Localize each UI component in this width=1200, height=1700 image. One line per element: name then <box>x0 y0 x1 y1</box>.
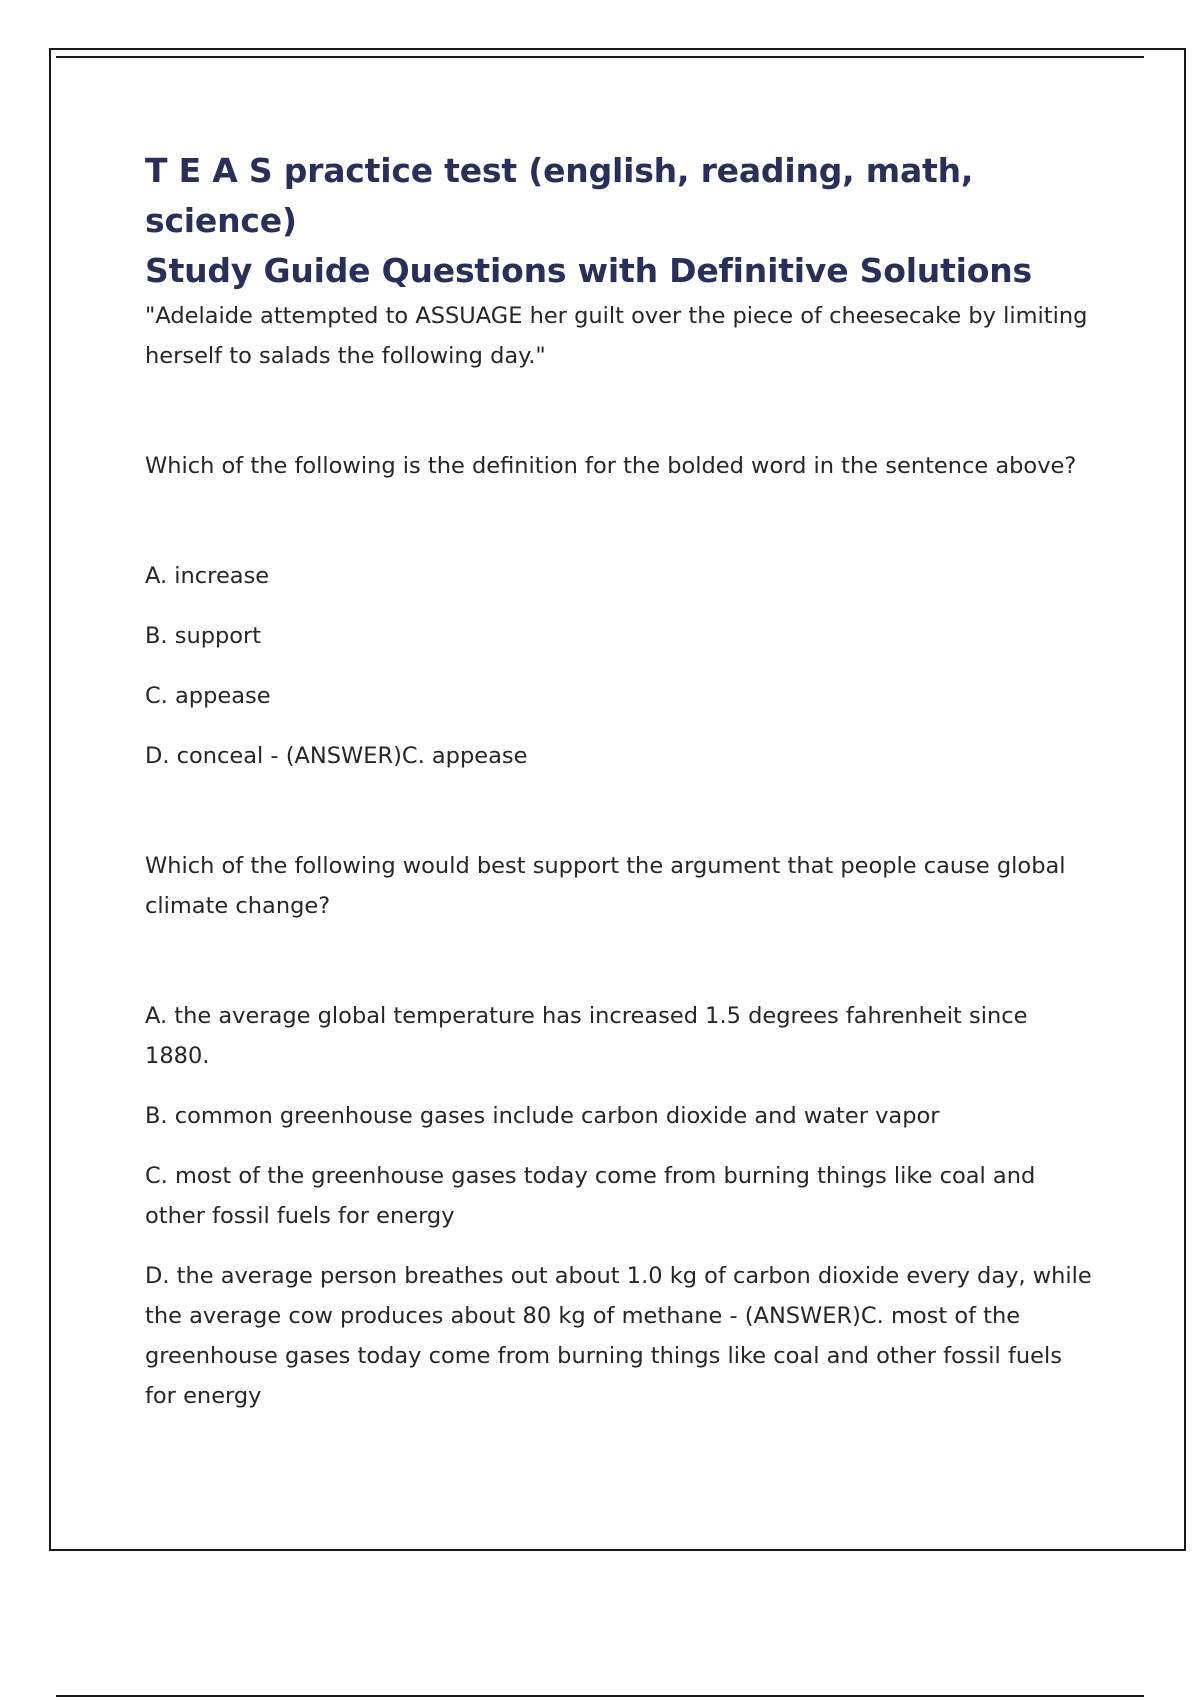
top-divider <box>56 56 1144 58</box>
question-2-option-c: C. most of the greenhouse gases today come from burning things like coal and other fossil fuels for energy <box>145 1163 1036 1229</box>
bottom-divider <box>56 1695 1144 1697</box>
question-2-option-d-answer: D. the average person breathes out about 1.0 kg of carbon dioxide every day, while the average cow produces about 80 kg of methane - (ANSWER)C. most of the greenhouse gases today come from burning things like coal and other fossil fuels for energy <box>145 1263 1092 1409</box>
question-1-option-d-answer: D. conceal - (ANSWER)C. appease <box>145 743 528 769</box>
title-line-2: Study Guide Questions with Definitive Solutions <box>145 251 1032 290</box>
question-2-option-b: B. common greenhouse gases include carbon dioxide and water vapor <box>145 1103 940 1129</box>
question-2-option-a: A. the average global temperature has increased 1.5 degrees fahrenheit since 1880. <box>145 1003 1028 1069</box>
question-1-prompt: Which of the following is the definition for the bolded word in the sentence above? <box>145 453 1077 479</box>
question-2-prompt: Which of the following would best support the argument that people cause global climate change? <box>145 853 1066 919</box>
quote-sentence: "Adelaide attempted to ASSUAGE her guilt over the piece of cheesecake by limiting herself to salads the following day." <box>145 303 1088 369</box>
question-1-option-a: A. increase <box>145 563 270 589</box>
document-title <box>145 146 1095 296</box>
question-1-option-b: B. support <box>145 623 262 649</box>
question-1-option-c: C. appease <box>145 683 271 709</box>
page-content <box>145 146 1095 1416</box>
question-1-options <box>145 556 1095 776</box>
title-line-1: T E A S practice test (english, reading, math, science) <box>145 151 974 240</box>
question-2-options <box>145 996 1095 1416</box>
